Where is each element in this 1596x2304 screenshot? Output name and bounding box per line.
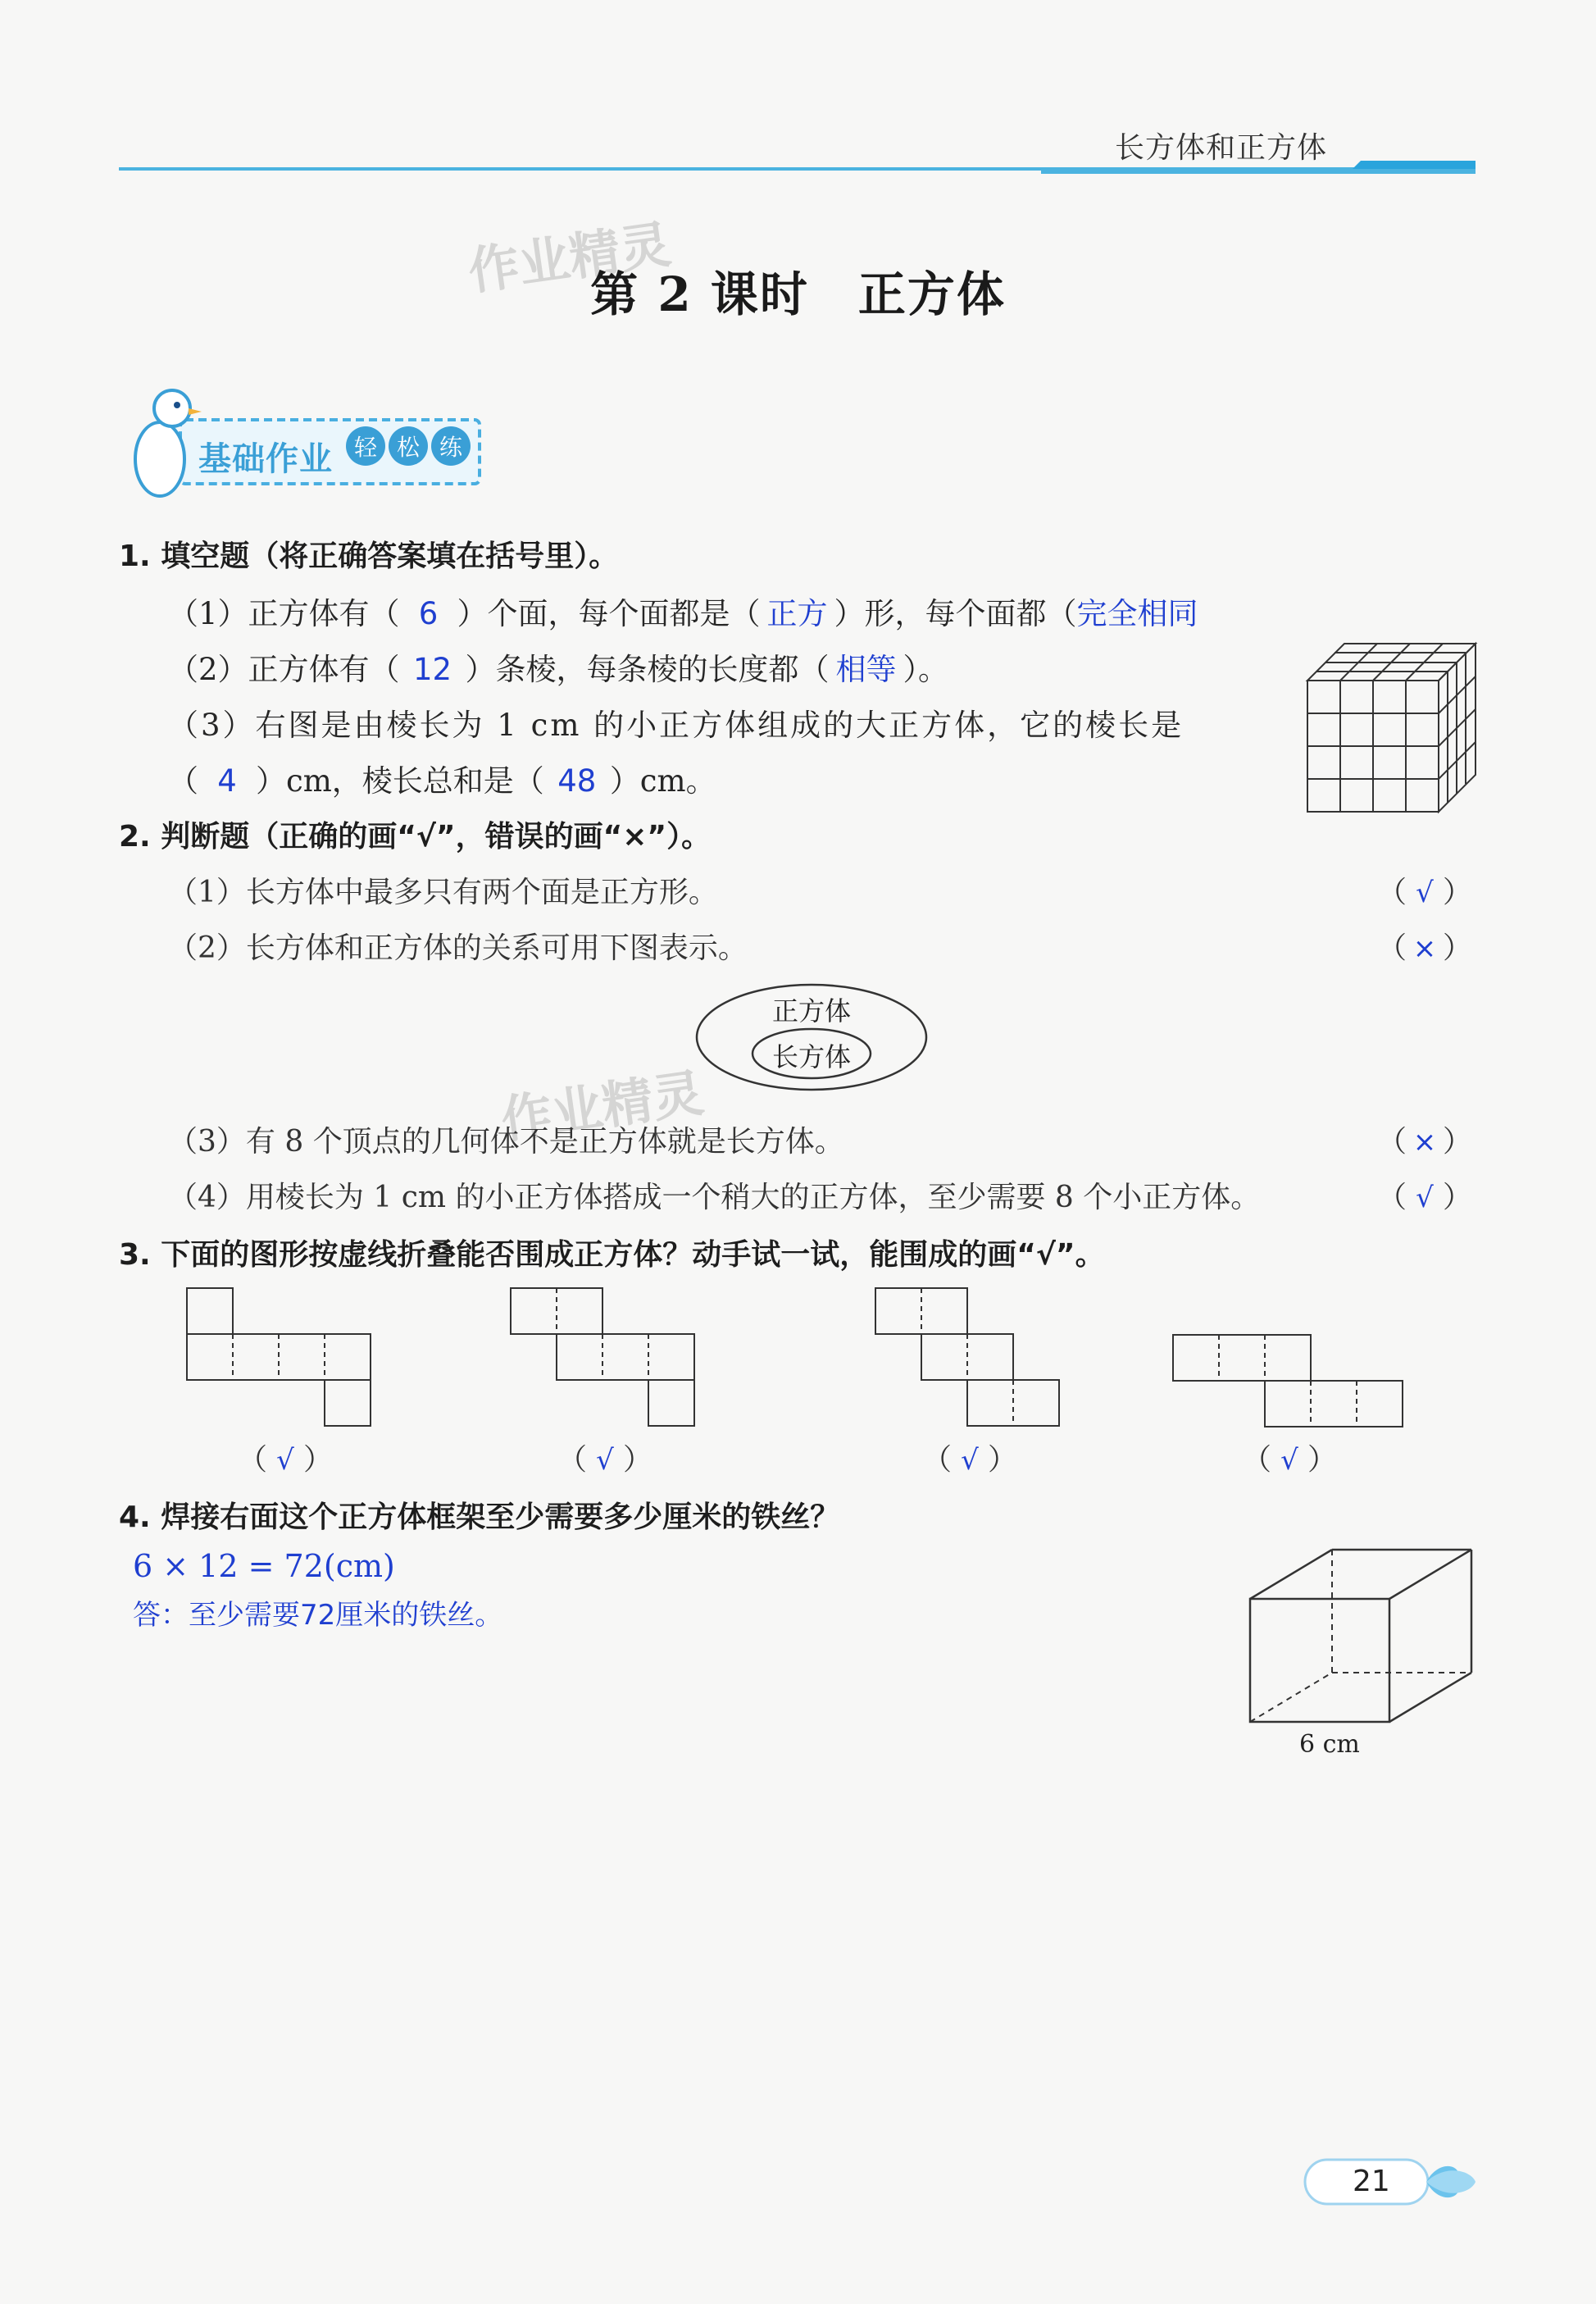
q1-text: ）条棱，每条棱的长度都（ xyxy=(465,652,830,687)
q1-text: ）个面，每个面都是（ xyxy=(457,596,761,631)
q2-mark-box-4: （ √ ） xyxy=(1377,1181,1473,1214)
q1-answer-length: 4 xyxy=(217,763,237,799)
q1-heading: 1. 填空题（将正确答案填在括号里）。 xyxy=(119,540,619,573)
q1-line-2 xyxy=(168,644,948,689)
q3-mark-box-2: （ √ ） xyxy=(557,1443,653,1477)
q1-answer-edges: 12 xyxy=(413,652,452,687)
q3-mark-box-4: （ √ ） xyxy=(1242,1443,1338,1477)
badge-char: 松 xyxy=(389,426,428,466)
cube-net-4 xyxy=(1171,1332,1405,1431)
badge-char: 练 xyxy=(431,426,471,466)
q1-answer-equal: 相等 xyxy=(835,652,897,687)
q2-heading: 2. 判断题（正确的画“√”，错误的画“×”）。 xyxy=(119,820,712,854)
q2-mark-box-3: （ × ） xyxy=(1377,1125,1473,1159)
q2-mark-box-2: （ × ） xyxy=(1377,931,1473,965)
section-badge xyxy=(346,426,471,466)
q4-formula: 6 × 12 = 72(cm) xyxy=(133,1548,395,1584)
q3-mark-4: √ xyxy=(1280,1444,1298,1477)
q1-text: ）形，每个面都（ xyxy=(834,596,1077,631)
wireframe-cube-figure xyxy=(1242,1541,1480,1738)
q1-text: ）。 xyxy=(903,652,949,687)
watermark-top: 作业精灵 xyxy=(464,214,675,302)
grid-cube-figure xyxy=(1303,640,1480,816)
page-number-badge-icon xyxy=(1303,2155,1480,2212)
q4-answer: 答：至少需要72厘米的铁丝。 xyxy=(133,1599,503,1632)
q1-text: ）cm，棱长总和是（ xyxy=(256,763,544,799)
q2-mark-1: √ xyxy=(1416,877,1434,909)
section-banner-text: 基础作业 xyxy=(198,440,333,478)
q1-line-3: （3）右图是由棱长为 1 cm 的小正方体组成的大正方体，它的棱长是 xyxy=(168,708,1184,743)
q1-line-4 xyxy=(168,756,716,800)
q2-mark-4: √ xyxy=(1416,1182,1434,1214)
venn-inner-label: 长方体 xyxy=(771,1041,851,1072)
q1-answer-same: 完全相同 xyxy=(1076,596,1198,631)
q2-item-1: （1）长方体中最多只有两个面是正方形。 xyxy=(168,876,718,909)
q3-heading: 3. 下面的图形按虚线折叠能否围成正方体？动手试一试，能围成的画“√”。 xyxy=(119,1238,1105,1272)
q1-text: （2）正方体有（ xyxy=(168,652,400,687)
q1-line-1 xyxy=(168,589,1198,633)
q2-mark-3: × xyxy=(1412,1126,1437,1159)
q3-mark-3: √ xyxy=(961,1444,979,1477)
q2-mark-box-1: （ √ ） xyxy=(1377,876,1473,909)
badge-char: 轻 xyxy=(346,426,385,466)
q3-mark-box-3: （ √ ） xyxy=(922,1443,1018,1477)
q1-answer-faces: 6 xyxy=(418,596,439,631)
q3-mark-2: √ xyxy=(596,1444,614,1477)
header-tab-decoration xyxy=(1041,161,1476,174)
q1-text: ）cm。 xyxy=(609,763,716,799)
chapter-label: 长方体和正方体 xyxy=(1115,131,1328,165)
q2-item-3: （3）有 8 个顶点的几何体不是正方体就是长方体。 xyxy=(168,1125,844,1159)
q1-answer-total: 48 xyxy=(557,763,597,799)
cube-net-3 xyxy=(873,1286,1062,1429)
cube-net-2 xyxy=(508,1286,697,1429)
lesson-title: 第 2 课时 正方体 xyxy=(590,266,1006,322)
q1-text: （ xyxy=(168,763,198,799)
watermark-middle: 作业精灵 xyxy=(497,1063,707,1150)
q1-answer-shape: 正方 xyxy=(766,596,828,631)
cube-edge-label: 6 cm xyxy=(1299,1730,1360,1759)
page-number: 21 xyxy=(1353,2165,1390,2198)
q1-text: （1）正方体有（ xyxy=(168,596,400,631)
q4-heading: 4. 焊接右面这个正方体框架至少需要多少厘米的铁丝？ xyxy=(119,1500,840,1534)
q2-item-4: （4）用棱长为 1 cm 的小正方体搭成一个稍大的正方体，至少需要 8 个小正方体。 xyxy=(168,1181,1261,1214)
q2-item-2: （2）长方体和正方体的关系可用下图表示。 xyxy=(168,931,748,965)
venn-outer-label: 正方体 xyxy=(771,995,851,1027)
q3-mark-1: √ xyxy=(276,1444,294,1477)
q3-mark-box-1: （ √ ） xyxy=(238,1443,334,1477)
q2-mark-2: × xyxy=(1412,932,1437,965)
cube-net-1 xyxy=(184,1286,373,1429)
